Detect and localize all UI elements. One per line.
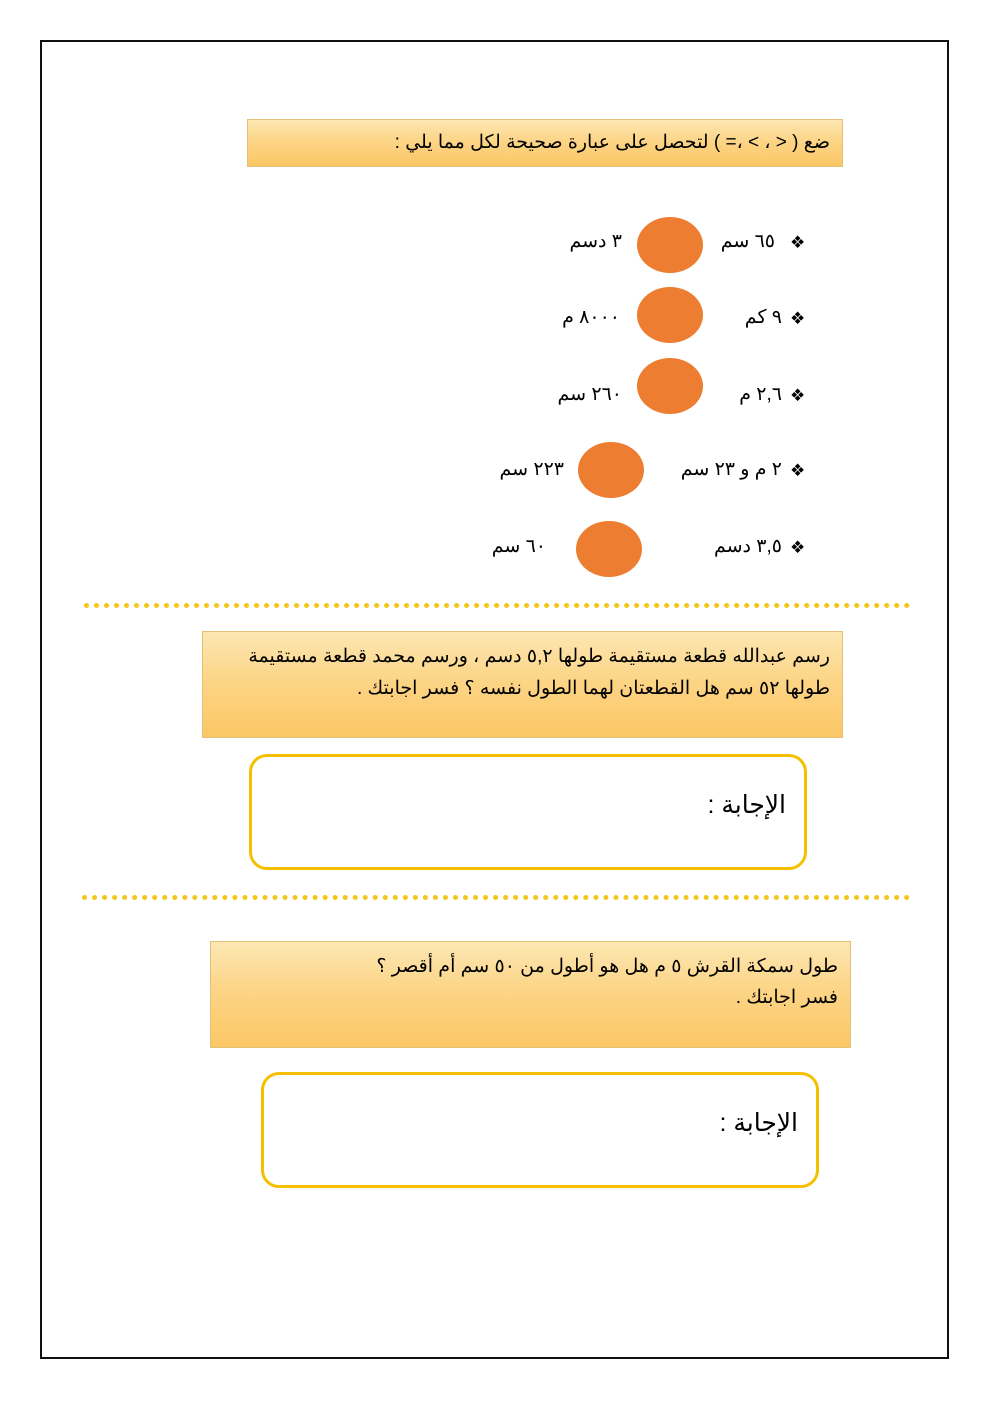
compare-right-value: ٣ دسم [569,231,622,252]
question-text-line: طول سمكة القرش ٥ م هل هو أطول من ٥٠ سم أم أقصر ؟ [376,956,838,977]
answer-label: الإجابة : [707,791,786,819]
compare-right-value: ٢٢٣ سم [499,459,564,480]
compare-left-value: ٩ كم [744,307,782,328]
instruction-banner [247,119,843,167]
diamond-bullet-icon: ❖ [790,233,806,252]
diamond-bullet-icon: ❖ [790,309,806,328]
compare-answer-circle[interactable] [637,217,703,273]
compare-left-value: ٦٥ سم [720,231,775,252]
compare-right-value: ٦٠ سم [491,536,546,557]
question-banner [210,941,851,1048]
answer-box[interactable] [261,1072,819,1188]
compare-answer-circle[interactable] [637,287,703,343]
answer-box[interactable] [249,754,807,870]
diamond-bullet-icon: ❖ [790,461,806,480]
compare-right-value: ٨٠٠٠ م [562,307,620,328]
compare-left-value: ٢,٦ م [739,384,782,405]
compare-answer-circle[interactable] [578,442,644,498]
diamond-bullet-icon: ❖ [790,538,806,557]
instruction-text: ضع ( < ، > ،= ) لتحصل على عبارة صحيحة لكل مما يلي : [394,132,830,153]
diamond-bullet-icon: ❖ [790,386,806,405]
section-divider [84,603,910,608]
compare-left-value: ٣,٥ دسم [713,536,782,557]
answer-label: الإجابة : [719,1109,798,1137]
section-divider [82,895,910,900]
compare-right-value: ٢٦٠ سم [557,384,622,405]
question-text-line: فسر اجابتك . [735,987,838,1008]
compare-answer-circle[interactable] [576,521,642,577]
question-text-line: رسم عبدالله قطعة مستقيمة طولها ٥,٢ دسم ، ورسم محمد قطعة مستقيمة [248,646,830,667]
question-banner [202,631,843,738]
compare-answer-circle[interactable] [637,358,703,414]
question-text-line: طولها ٥٢ سم هل القطعتان لهما الطول نفسه ؟ فسر اجابتك . [356,678,830,699]
compare-left-value: ٢ م و ٢٣ سم [680,459,782,480]
